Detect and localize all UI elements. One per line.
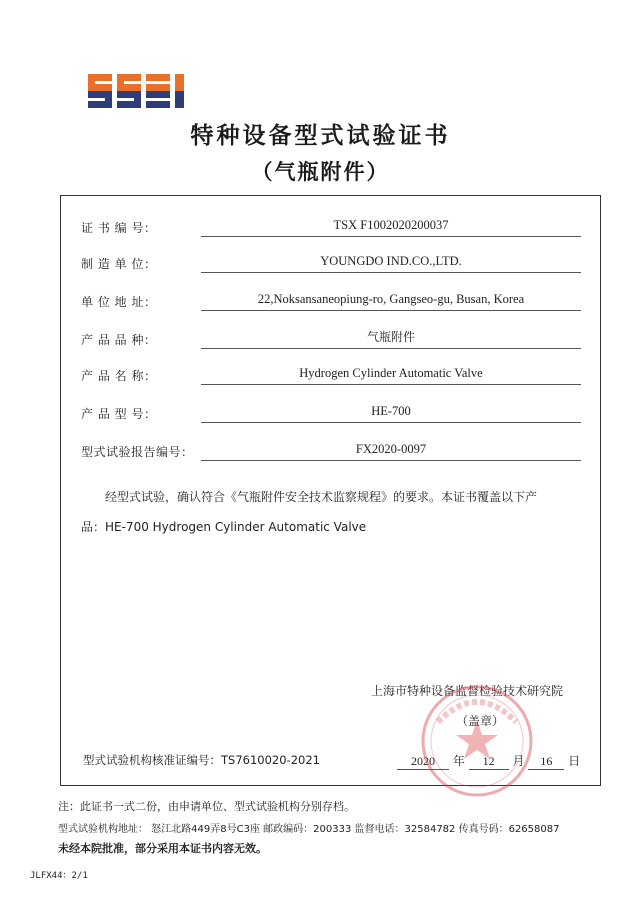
certificate-title: 特种设备型式试验证书 <box>190 123 451 149</box>
date-day-unit: 日 <box>568 754 581 768</box>
statement-line-1: 经型式试验，确认符合《气瓶附件安全技术监察规程》的要求。本证书覆盖以下产 <box>105 490 538 504</box>
note-copies: 注：此证书一式二份，由申请单位、型式试验机构分别存档。 <box>58 800 355 813</box>
approval-number <box>83 752 320 768</box>
field-label: 产 品 型 号： <box>81 407 157 421</box>
date-month-unit: 月 <box>512 754 525 768</box>
testing-institution: 上海市特种设备监督检验技术研究院 <box>371 684 564 698</box>
ssei-logo <box>88 74 200 108</box>
field-label: 产 品 名 称： <box>81 369 157 383</box>
field-value: 22,Noksansaneopiung-ro, Gangseo-gu, Busan, Korea <box>201 290 581 311</box>
field-report-number <box>81 440 593 462</box>
field-value: FX2020-0097 <box>201 440 581 461</box>
field-product-model <box>81 402 593 424</box>
note-institution-address: 型式试验机构地址： 怒江北路449弄8号C3座 邮政编码：200333 监督电话：32584782 传真号码：62658087 <box>58 824 560 835</box>
seal-label: （盖章） <box>456 714 505 728</box>
field-label: 型式试验报告编号： <box>81 445 194 459</box>
statement-line-2: 品：HE-700 Hydrogen Cylinder Automatic Valve <box>81 520 367 534</box>
note-partial-use-warning: 未经本院批准，部分采用本证书内容无效。 <box>58 842 267 855</box>
field-label: 单 位 地 址： <box>81 295 157 309</box>
field-value: YOUNGDO IND.CO.,LTD. <box>201 252 581 273</box>
field-certificate-number <box>81 216 593 238</box>
form-code: JLFX44：2/1 <box>30 871 88 881</box>
date-year-unit: 年 <box>452 754 465 768</box>
field-value: HE-700 <box>201 402 581 423</box>
field-value: 气瓶附件 <box>201 328 581 349</box>
field-value: TSX F1002020200037 <box>201 216 581 237</box>
date-year: 2020 <box>397 754 449 770</box>
official-seal-stamp <box>418 682 536 800</box>
field-product-category <box>81 328 593 350</box>
date-day: 16 <box>528 754 564 770</box>
approval-label: 型式试验机构核准证编号： <box>83 753 221 767</box>
field-address <box>81 290 593 312</box>
approval-value: TS7610020-2021 <box>221 753 320 767</box>
field-label: 产 品 品 种： <box>81 333 157 347</box>
date-month: 12 <box>469 754 509 770</box>
field-manufacturer <box>81 252 593 274</box>
certificate-subtitle: （气瓶附件） <box>251 160 390 184</box>
field-product-name <box>81 364 593 386</box>
field-label: 制 造 单 位： <box>81 257 157 271</box>
field-label: 证 书 编 号： <box>81 221 157 235</box>
field-value: Hydrogen Cylinder Automatic Valve <box>201 364 581 385</box>
